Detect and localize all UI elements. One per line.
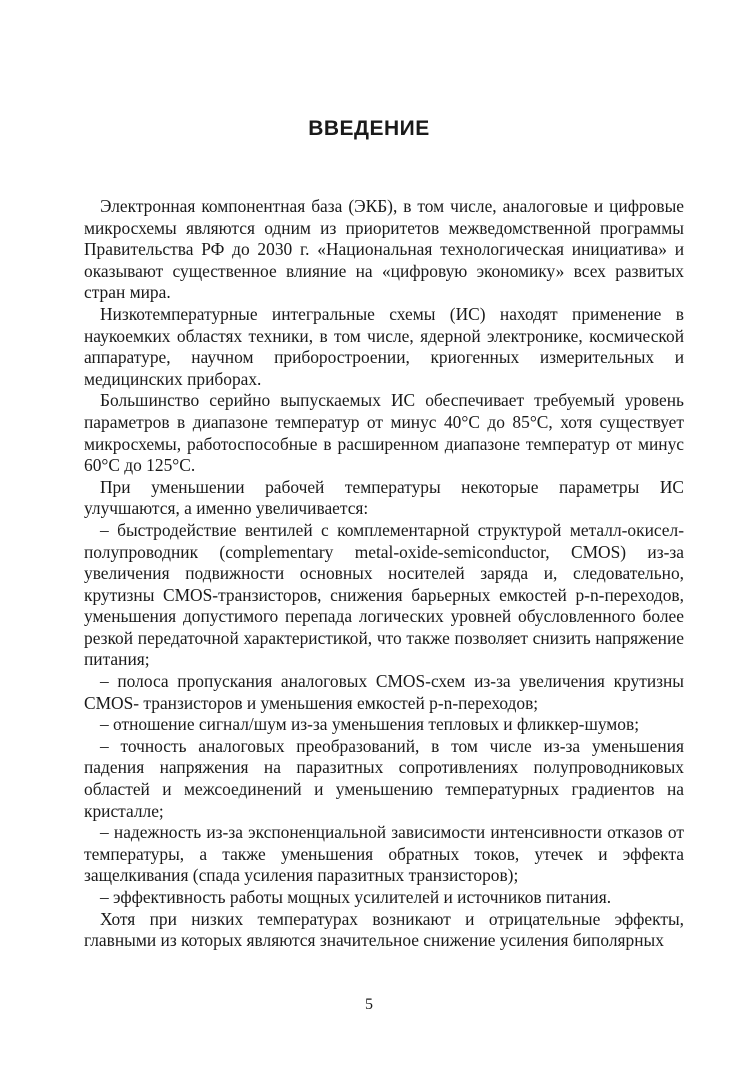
- paragraph-low-temp-ic: Низкотемпературные интегральные схемы (ИС) находят применение в наукоемких областях техники, в том числе, ядерной электронике, космической аппаратуре, научном приборостроении, криогенных измерительных и медицинских приборах.: [84, 303, 684, 389]
- paragraph-negative-effects: Хотя при низких температурах возникают и отрицательные эффекты, главными из которых являются значительное снижение усиления биполярных: [84, 908, 684, 951]
- list-item-speed: – быстродействие вентилей с комплементарной структурой металл-окисел-полупроводник (complementary metal-oxide-semiconductor, CMOS) из-за увеличения подвижности основных носителей заряда и, следовательно, крутизны CMOS-транзисторов, снижения барьерных емкостей p-n-переходов, уменьшения допустимого перепада логических уровней обусловленного более резкой передаточной характеристикой, что также позволяет снизить напряжение питания;: [84, 519, 684, 670]
- list-item-accuracy: – точность аналоговых преобразований, в том числе из-за уменьшения падения напряжения на паразитных сопротивлениях полупроводниковых областей и межсоединений и уменьшению температурных градиентов на кристалле;: [84, 735, 684, 821]
- list-item-snr: – отношение сигнал/шум из-за уменьшения тепловых и фликкер-шумов;: [100, 714, 640, 735]
- paragraph-improvements: При уменьшении рабочей температуры некоторые параметры ИС улучшаются, а именно увеличивается:: [84, 476, 684, 519]
- list-item-bandwidth: – полоса пропускания аналоговых CMOS-схем из-за увеличения крутизны CMOS- транзисторов и уменьшения емкостей p-n-переходов;: [84, 671, 684, 713]
- page-title: ВВЕДЕНИЕ: [308, 117, 430, 140]
- body-text: [84, 196, 684, 952]
- page-number: 5: [365, 996, 373, 1013]
- list-item-efficiency: – эффективность работы мощных усилителей и источников питания.: [100, 887, 612, 907]
- paragraph-intro: Электронная компонентная база (ЭКБ), в том числе, аналоговые и цифровые микросхемы являются одним из приоритетов межведомственной программы Правительства РФ до 2030 г. «Национальная технологическая инициатива» и оказывают существенное влияние на «цифровую экономику» всех развитых стран мира.: [84, 196, 684, 303]
- paragraph-temp-range: Большинство серийно выпускаемых ИС обеспечивает требуемый уровень параметров в диапазоне температур от минус 40°С до 85°С, хотя существует микросхемы, работоспособные в расширенном диапазоне температур от минус 60°С до 125°С.: [84, 390, 684, 476]
- list-item-reliability: – надежность из-за экспоненциальной зависимости интенсивности отказов от температуры, а также уменьшения обратных токов, утечек и эффекта защелкивания (спада усиления паразитных транзисторов);: [84, 822, 684, 886]
